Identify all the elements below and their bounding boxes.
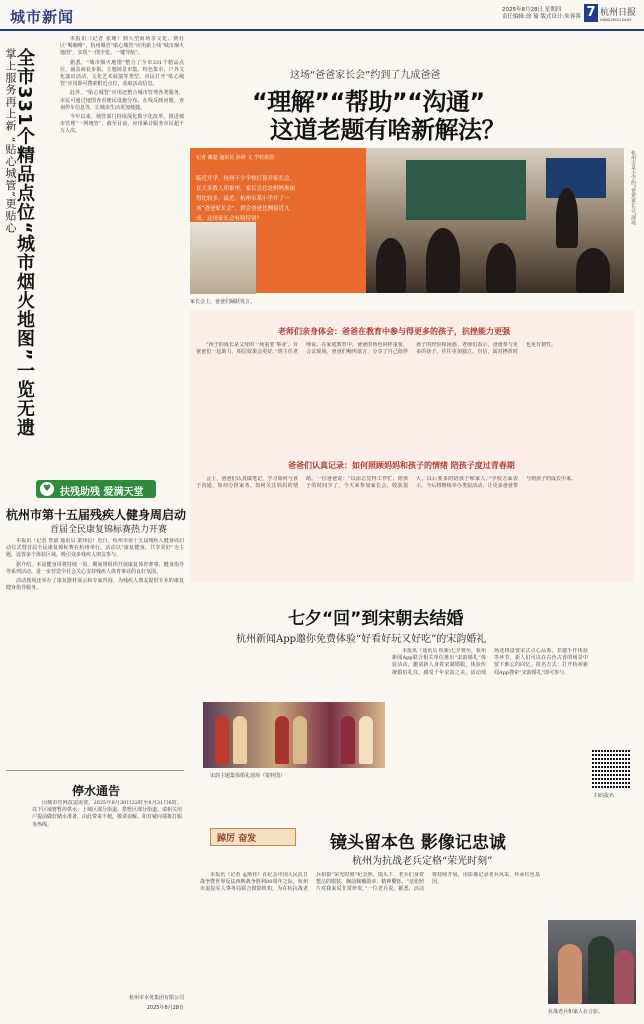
qixi-subhead: 杭州新闻App邀你免费体验“好看好玩又好吃”的宋韵婚礼 [236,634,487,645]
qixi-body [392,648,588,788]
feature-lead: 临近开学，杭州不少学校打算开家长会。在大多数人印象里，家长会总是妈妈参加得比较多。最近，杭州市某小学开了一场“爸爸家长会”，到会爸爸比例接近九成。这场家长会有啥特别？ [196,176,296,222]
feature-section1-body [196,342,628,412]
paragraph: 此外，“贴心城管”应用还整合城市管理各类服务，市民可通过地图查看便民设施分布、在线反映问题、查询停车信息等，让城市生活更加便捷。 [60,90,184,111]
left-story-body [60,36,184,470]
feature-photo [366,148,624,293]
section-title: 城市新闻 [10,8,75,26]
mirror-badge [210,828,296,846]
feature-kicker: 这场“爸爸家长会”约到了九成爸爸 [290,70,441,81]
feature-title-line2: 这道老题有啥新解法？ [270,116,505,144]
paper-logo [600,5,636,22]
mirror-body [200,872,540,1018]
notice-date: 2025年8月28日 [146,1005,184,1011]
paragraph: 会上，爸爸们认真做笔记，学习如何与孩子沟通、如何分担家务、如何关注妈妈的情绪。一位爸爸说：“以前总觉得工作忙，陪孩子的时间少了，今天来参加家长会，收获很大，以后要多陪陪孩子和家人。”学校方面表示，今后将继续举办类似活动，让更多爸爸参与到孩子的成长中来。 [196,476,577,490]
feature-photo-inset [190,222,256,294]
qr-code-icon[interactable] [592,750,630,788]
page-number: 7 [584,4,598,22]
left-story-subhead: 掌上服务再上新 “贴心城管”更贴心 [4,48,17,234]
divider [6,770,184,771]
left-story-headline: 全市331个精品点位“城市烟火地图”一览无遗 [14,48,35,438]
paragraph: 本报讯（记者 曾淑 通讯员 萧伟信）近日，杭州市第十五届残疾人健身周启动仪式暨首届全民康复锦标赛在杭州举行。活动以“康复健身、共享美好”为主题，设置多个体验区域，吸引众多残疾人朋友参与。 [6,538,184,559]
qr-caption: 扫码报名 [594,793,615,799]
header-meta [502,7,581,21]
mirror-photo [548,920,636,1004]
help-body [6,538,184,758]
help-badge [36,480,156,498]
help-subhead: 首届全民康复锦标赛热力开赛 [50,525,168,535]
editor-credit: 责任编辑:徐 瑜 版式设计:朱蓉蓉 [502,14,581,20]
mirror-badge-label: 踔厉 奋发 [217,834,257,844]
help-badge-label: 扶残助残 爱满天堂 [60,487,144,498]
notice-body [32,800,182,976]
paragraph: 今年以来，城管部门持续深化数字化改革，推进城市管理“一网统管”，截至目前，应用累计服务市民超千万人次。 [60,114,184,135]
paragraph: 据介绍，本届健身周将持续一周，期间将组织开展康复体育赛事、健身指导等系列活动，进一步营造全社会关心支持残疾人体育事业的良好氛围。 [6,561,184,575]
issue-date: 2025年8月28日 星期四 [502,7,562,13]
mirror-title: 镜头留本色 影像记忠诚 [330,833,506,853]
feature-byline: 记者 戴楚 通讯员 孙婷 文 学校供图 [196,155,274,161]
notice-title: 停水通告 [72,784,121,798]
feature-title-line1: “理解”“帮助”“沟通” [252,88,485,116]
paper-name-en: HANGZHOU DAILY [600,18,632,22]
help-headline: 杭州市第十五届残疾人健身周启动 [6,508,187,522]
mirror-subhead: 杭州为抗战老兵定格“荣光时刻” [352,856,493,867]
feature-side-caption: 杭州市某小学的“爸爸家长会”现场 [630,150,636,226]
page-header [0,0,644,30]
paper-name: 杭州日报 [600,8,637,18]
feature-section2-heading: 爸爸们认真记录：如何照顾妈妈和孩子的情绪 陪孩子度过青春期 [288,461,515,470]
feature-photo-caption: 家长会上，爸爸们踊跃发言。 [190,299,256,305]
notice-sign: 杭州市水务集团有限公司 [128,995,184,1001]
feature-section2-body [196,476,628,576]
mirror-photo-caption: 抗战老兵和家人在合影。 [548,1009,604,1015]
paragraph: 活动现场还举办了康复器材展示和专家咨询，为残疾人朋友提供专业的康复健身指导服务。 [6,578,184,592]
paragraph: 据悉，“城市烟火地图”整合了全市331个精品点位，涵盖商业步街、主题场景市集、特色集市、户外文化演出活动、文化艺术展演等类型。市民打开“贴心城管”应用即可搜索附近点位，获取活动信息。 [60,59,184,88]
header-rule [0,29,644,31]
handshake-icon: ♥ [40,482,54,496]
paragraph: 因城市管网改造需要，2025年8月30日22时至8月31日6时，以下区域将暂停供水：上城区部分街道、拱墅区部分街道。请相关用户提前做好储水准备，由此带来不便，敬请谅解。如有疑问请拨打服务热线。 [32,800,182,828]
paragraph: 本报讯（记者 张瑾）到大型商场享文化、到社区“喝咖啡”，杭州城管“贴心城管”应用新上线“城市烟火地图”，实现“一图全览、一键导航”。 [60,36,184,57]
paragraph: 本报讯（记者 孟斯佳）在纪念中国人民抗日战争暨世界反法西斯战争胜利80周年之际，杭州市退役军人事务局联合摄影机构，为在杭抗战老兵拍摄“荣光时刻”纪念照。镜头下，老兵们身着整洁的服装，胸前佩戴勋章，精神矍铄。“这张照片对我来说非常珍贵。”一位老兵说。据悉，活动将持续开展，用影像记录老兵风采，传承红色基因。 [200,872,540,893]
qixi-title: 七夕“回”到宋朝去结婚 [288,609,464,629]
feature-section1-heading: 老师们亲身体会：爸爸在教育中参与得更多的孩子，抗挫能力更强 [278,327,510,336]
qixi-photo [203,702,385,768]
paragraph: “孩子的成长是父母的一场重要‘事业’，有爸爸们一起助力，相信效果会更好。”班主任老师说。在家庭教育中，爸爸的角色同样重要，会议现场，爸爸们畅所欲言，分享了自己陪伴孩子的经验和困惑。老师们表示，爸爸参与更多的孩子，往往更加独立、自信，面对挫折时也更有韧性。 [196,342,557,356]
qixi-photo-caption: 宋韵主题集体婚礼现场（资料图） [210,773,286,779]
paragraph: 本报讯（通讯员 杭新)七夕将至，杭州新闻App联合相关单位推出“宋韵婚礼”体验活动，邀请新人身着宋制婚服，体验传统婚俗礼仪，感受千年宋韵之美。活动现场还将设置宋式点心品鉴、非遗手作体验等环节，新人们可以在古色古香的场景中留下难忘的回忆。报名方式：打开杭州新闻App搜索“宋韵婚礼”即可参与。 [392,648,588,676]
